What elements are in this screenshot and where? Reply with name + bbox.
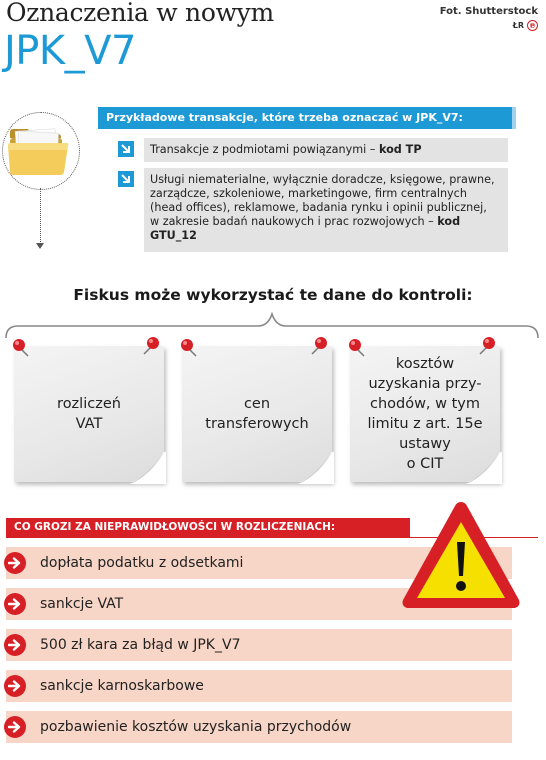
connector-line xyxy=(40,188,41,244)
transaction-item-gtu12 xyxy=(144,168,508,252)
transaction-line: zarządcze, szkoleniowe, marketingowe, firm centralnych xyxy=(150,187,467,200)
publisher-logo xyxy=(513,20,538,31)
risk-heading: CO GROZI ZA NIEPRAWIDŁOWOŚCI W ROZLICZENIACH: xyxy=(6,518,410,537)
note-line: limitu z art. 15e xyxy=(367,416,483,432)
transaction-code: GTU_12 xyxy=(150,229,197,242)
arrow-right-circle-icon xyxy=(4,593,26,615)
risk-item: pozbawienie kosztów uzyskania przychodów xyxy=(6,711,512,743)
red-pushpin-icon xyxy=(306,334,330,358)
page-title-line2: JPK_V7 xyxy=(4,28,136,74)
author-initials: ŁR xyxy=(512,21,524,30)
photo-credit: Fot. Shutterstock xyxy=(439,6,538,17)
note-line: ustawy xyxy=(399,436,451,452)
arrow-down-right-icon xyxy=(118,141,134,157)
curly-brace-icon xyxy=(4,308,542,342)
heading-accent xyxy=(512,107,516,129)
note-line: VAT xyxy=(75,416,103,432)
risk-item: sankcje VAT xyxy=(6,588,512,620)
arrow-right-circle-icon xyxy=(4,634,26,656)
page-curl xyxy=(298,452,334,484)
arrow-down-right-icon xyxy=(118,171,134,187)
note-line: uzyskania przy- xyxy=(368,376,482,392)
note-line: kosztów xyxy=(395,356,455,372)
control-heading: Fiskus może wykorzystać te dane do kontroli: xyxy=(73,286,473,304)
risk-item: dopłata podatku z odsetkami xyxy=(6,547,512,579)
red-pushpin-icon xyxy=(474,334,498,358)
folder-icon xyxy=(6,120,76,182)
red-pushpin-icon xyxy=(346,336,370,360)
logo-mark: ℗ xyxy=(529,21,536,30)
red-pushpin-icon xyxy=(10,336,34,360)
connector-arrow-icon xyxy=(36,243,44,249)
risk-item: 500 zł kara za błąd w JPK_V7 xyxy=(6,629,512,661)
note-line: transferowych xyxy=(205,416,309,432)
note-line: cen xyxy=(243,396,271,412)
warning-triangle-icon xyxy=(398,498,524,612)
page-curl xyxy=(466,452,502,484)
risk-item: sankcje karnoskarbowe xyxy=(6,670,512,702)
transactions-heading: Przykładowe transakcje, które trzeba oznaczać w JPK_V7: xyxy=(98,107,512,129)
page-curl xyxy=(130,452,166,484)
note-line: rozliczeń xyxy=(57,396,121,412)
transaction-text: Transakcje z podmiotami powiązanymi – xyxy=(150,143,379,156)
note-line: chodów, w tym xyxy=(369,396,481,412)
red-pushpin-icon xyxy=(178,336,202,360)
arrow-right-circle-icon xyxy=(4,552,26,574)
red-pushpin-icon xyxy=(138,334,162,358)
arrow-right-circle-icon xyxy=(4,716,26,738)
transaction-line: (head offices), reklamowe, badania rynku i opinii publicznej, xyxy=(150,201,487,214)
transaction-line: w zakresie badań naukowych i prac rozwojowych – xyxy=(150,215,438,228)
page-title-line1: Oznaczenia w nowym xyxy=(6,0,274,27)
transaction-code: kod TP xyxy=(378,143,422,156)
arrow-right-circle-icon xyxy=(4,675,26,697)
transaction-code: kod xyxy=(437,215,461,228)
note-line: o CIT xyxy=(406,456,444,472)
transaction-line: Usługi niematerialne, wyłącznie doradcze, księgowe, prawne, xyxy=(150,173,495,186)
transaction-item-tp xyxy=(144,138,508,162)
